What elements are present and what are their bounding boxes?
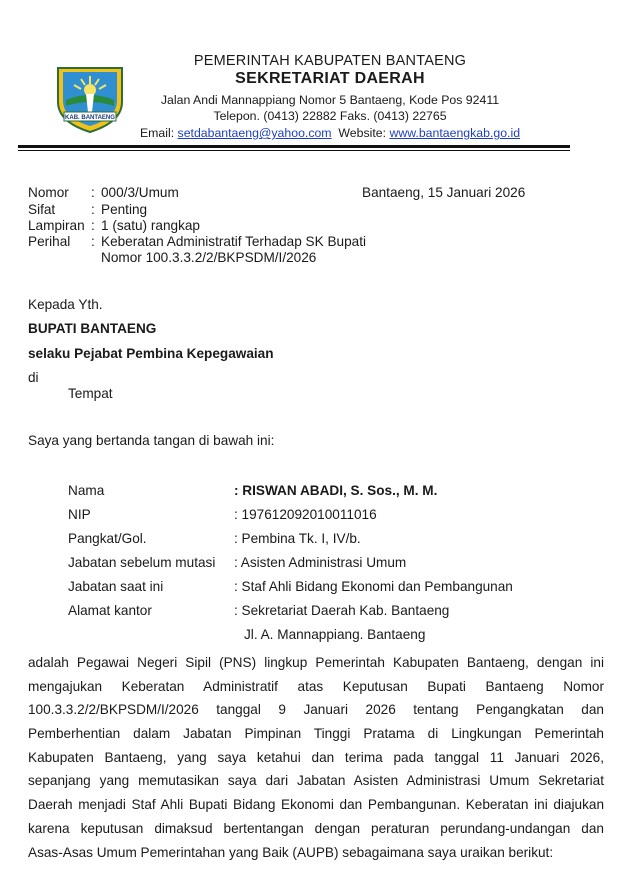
email-label: Email: [139,126,175,140]
perihal-label: Perihal [28,234,71,249]
paragraph-line: Pemberhentian dalam Jabatan Pimpinan Tinggi Pratama di Lingkungan Pemerintah [28,726,604,742]
objection-paragraph [28,651,604,864]
perihal-value-line2: Nomor 100.3.3.2/2/BKPSDM/I/2026 [101,250,317,265]
place-date: Bantaeng, 15 Januari 2026 [362,185,526,200]
addressee-role: selaku Pejabat Pembina Kepegawaian [28,346,274,361]
paragraph-line: Asas-Asas Umum Pemerintahan yang Baik (AUPB) sebagaimana saya uraikan berikut: [28,844,554,860]
intro-sentence: Saya yang bertanda tangan di bawah ini: [28,433,275,448]
sifat-label: Sifat [28,202,56,217]
letterhead-government: PEMERINTAH KABUPATEN BANTAENG [193,53,467,69]
paragraph-line: Daerah menjadi Staf Ahli Bupati Bidang Ekonomi dan Pembangunan. Keberatan ini diajukan [28,797,604,813]
identity-value-name: : RISWAN ABADI, S. Sos., M. M. [234,483,438,498]
paragraph-line: Kabupaten Bantaeng, yang saya ketahui dan terima pada tanggal 11 Januari 2026, [28,749,604,765]
paragraph-line: mengajukan Keberatan Administratif atas Keputusan Bupati Bantaeng Nomor [28,678,604,694]
paragraph-line: 100.3.3.2/2/BKPSDM/I/2026 tanggal 9 Januari 2026 tentang Pengangkatan dan [28,702,604,718]
identity-value-nip: : 197612092010011016 [234,507,377,522]
sifat-value: Penting [101,202,148,217]
identity-label-current-position: Jabatan saat ini [68,579,164,594]
addressee-place: Tempat [68,386,113,401]
identity-value-rank: : Pembina Tk. I, IV/b. [234,531,361,546]
nomor-label: Nomor [28,185,69,200]
letterhead-address: Jalan Andi Mannappiang Nomor 5 Bantaeng, Kode Pos 92411 [160,93,500,107]
identity-label-rank: Pangkat/Gol. [68,531,147,546]
lampiran-value: 1 (satu) rangkap [101,218,200,233]
website-link[interactable]: www.bantaengkab.go.id [389,126,521,140]
sifat-colon: : [91,202,95,217]
perihal-value-line1: Keberatan Administratif Terhadap SK Bupati [101,234,366,249]
addressee-di: di [28,370,39,385]
identity-value-previous-position: : Asisten Administrasi Umum [234,555,407,570]
logo-caption: KAB. BANTAENG [65,115,115,121]
nomor-value: 000/3/Umum [101,185,179,200]
perihal-colon: : [91,234,95,249]
lampiran-colon: : [91,218,95,233]
lampiran-label: Lampiran [28,218,85,233]
identity-value-office-address-line2: Jl. A. Mannappiang. Bantaeng [244,627,426,642]
identity-label-office-address: Alamat kantor [68,603,152,618]
letterhead-thin-rule [18,150,570,151]
identity-label-previous-position: Jabatan sebelum mutasi [68,555,216,570]
addressee-name: BUPATI BANTAENG [28,321,157,336]
addressee-greeting: Kepada Yth. [28,297,103,312]
identity-value-current-position: : Staf Ahli Bidang Ekonomi dan Pembangunan [234,579,513,594]
website-label: Website: [338,126,387,140]
nomor-colon: : [91,185,95,200]
paragraph-line: sepanjang yang memutasikan saya dari Jabatan Asisten Administrasi Umum Sekretariat [28,773,604,789]
letterhead-office: SEKRETARIAT DAERAH [235,70,425,87]
email-link[interactable]: setdabantaeng@yahoo.com [177,126,332,140]
regency-emblem-logo [50,60,130,134]
identity-value-office-address: : Sekretariat Daerah Kab. Bantaeng [234,603,450,618]
letterhead-phone: Telepon. (0413) 22882 Faks. (0413) 22765 [213,109,447,123]
letterhead-thick-rule [18,145,570,148]
identity-label-name: Nama [68,483,105,498]
letterhead-contact [130,126,530,140]
paragraph-line: adalah Pegawai Negeri Sipil (PNS) lingkup Pemerintah Kabupaten Bantaeng, dengan ini [28,655,604,670]
paragraph-line: karena keputusan dimaksud bertentangan dengan peraturan perundang-undangan dan [28,820,604,836]
identity-label-nip: NIP [68,507,91,522]
